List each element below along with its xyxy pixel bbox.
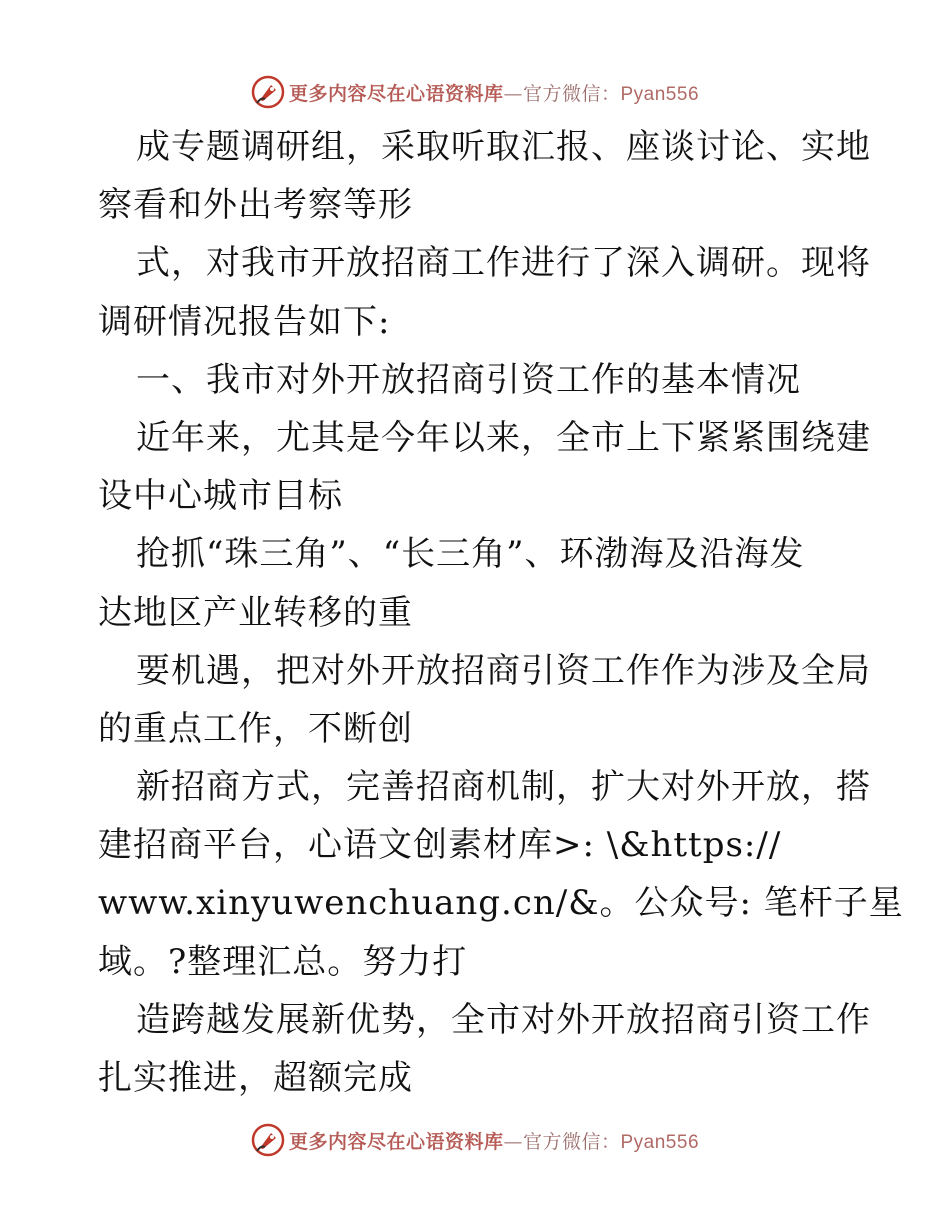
body-line: 达地区产业转移的重 bbox=[98, 592, 413, 633]
document-body bbox=[98, 118, 904, 1107]
body-line: 新招商方式，完善招商机制，扩大对外开放，搭 bbox=[136, 767, 871, 808]
body-line: 察看和外出考察等形 bbox=[98, 185, 413, 226]
footer-watermark bbox=[0, 1120, 950, 1160]
watermark-separator: — bbox=[503, 82, 523, 105]
body-line: www.xinyuwenchuang.cn/&。公众号: 笔杆子星 bbox=[98, 883, 904, 924]
watermark-wechat-id: Pyan556 bbox=[620, 83, 700, 105]
watermark-wechat-id: Pyan556 bbox=[620, 1131, 700, 1153]
body-line: 成专题调研组，采取听取汇报、座谈讨论、实地 bbox=[136, 127, 871, 167]
body-line: 造跨越发展新优势，全市对外开放招商引资工作 bbox=[136, 999, 871, 1040]
pen-nib-icon bbox=[251, 75, 285, 109]
watermark-text bbox=[289, 1127, 699, 1154]
watermark-brand: 更多内容尽在心语资料库 bbox=[288, 1130, 504, 1153]
body-line: 的重点工作，不断创 bbox=[98, 708, 413, 749]
body-line: 近年来，尤其是今年以来，全市上下紧紧围绕建 bbox=[136, 417, 871, 458]
body-line: 抢抓“珠三角”、“长三角”、环渤海及沿海发 bbox=[136, 534, 805, 575]
body-line: 调研情况报告如下: bbox=[98, 301, 391, 342]
body-line: 扎实推进，超额完成 bbox=[98, 1058, 413, 1098]
watermark-text bbox=[289, 79, 699, 106]
pen-nib-icon bbox=[251, 1123, 285, 1157]
watermark-label: 官方微信： bbox=[522, 82, 621, 105]
body-line: 域。?整理汇总。努力打 bbox=[98, 941, 468, 982]
section-heading: 一、我市对外开放招商引资工作的基本情况 bbox=[136, 359, 801, 400]
watermark-label: 官方微信： bbox=[522, 1130, 621, 1153]
watermark-separator: — bbox=[503, 1130, 523, 1153]
body-line: 式，对我市开放招商工作进行了深入调研。现将 bbox=[136, 243, 871, 284]
body-line: 要机遇，把对外开放招商引资工作作为涉及全局 bbox=[136, 650, 871, 691]
body-line: 建招商平台，心语文创素材库>: \&https:// bbox=[98, 825, 782, 866]
header-watermark bbox=[0, 72, 950, 112]
watermark-brand: 更多内容尽在心语资料库 bbox=[288, 82, 504, 105]
body-line: 设中心城市目标 bbox=[98, 476, 343, 517]
